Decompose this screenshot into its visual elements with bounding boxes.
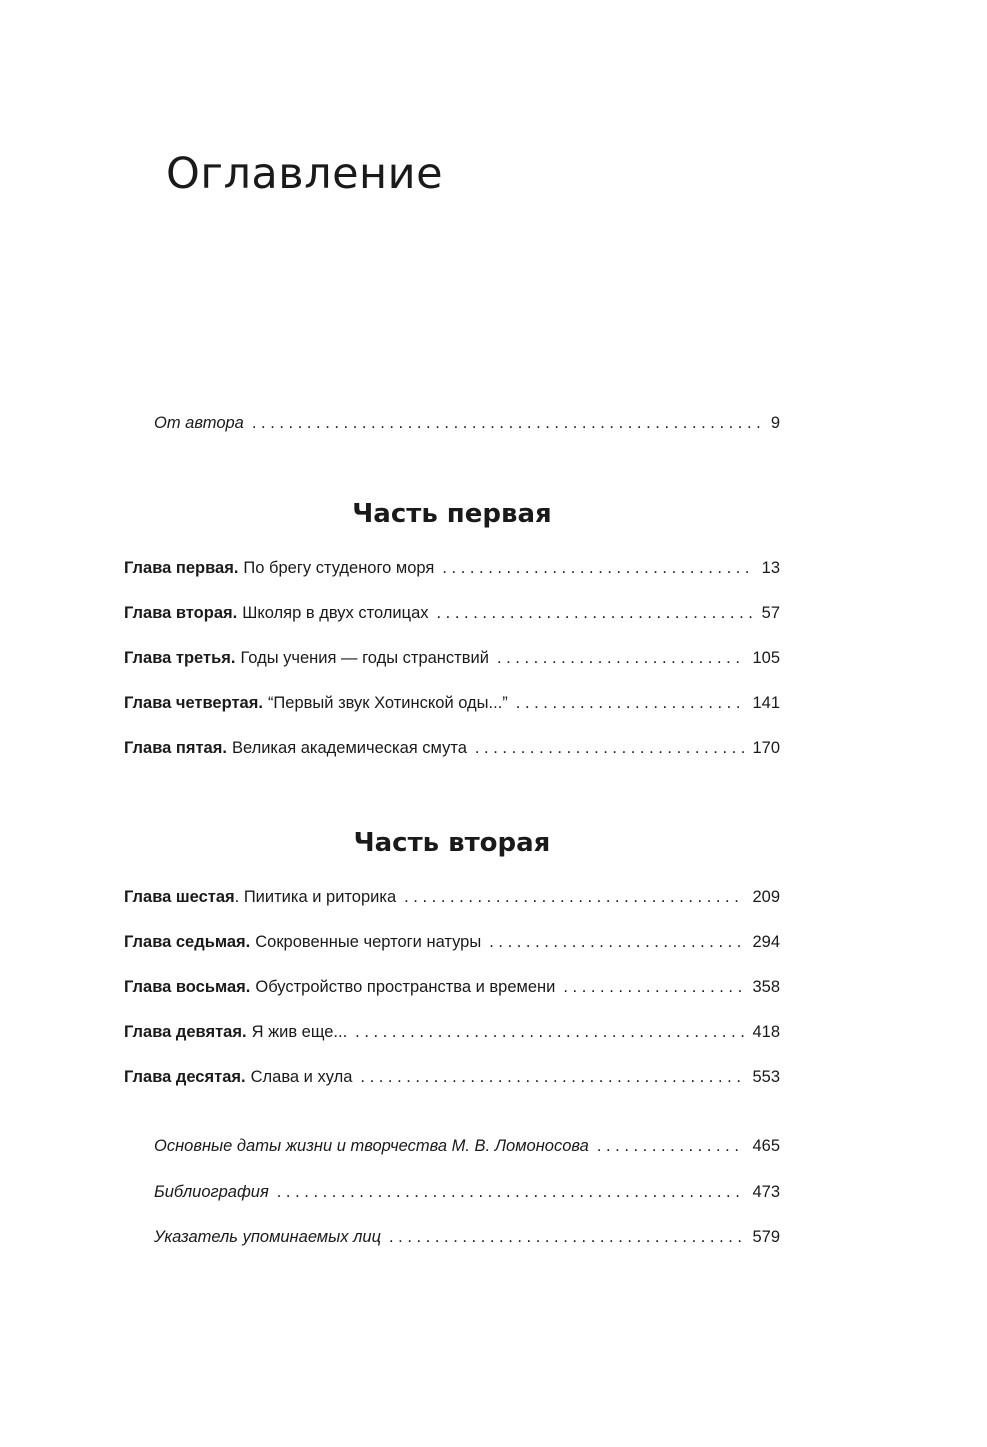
toc-entry-index[interactable] xyxy=(154,1226,780,1248)
chapter-title: Сокровенные чертоги натуры xyxy=(255,933,482,951)
dot-leader xyxy=(277,1181,745,1203)
toc-page-number: 209 xyxy=(752,888,780,906)
chapter-title: Школяр в двух столицах xyxy=(242,604,429,622)
chapter-label: Глава шестая xyxy=(124,888,235,906)
toc-entry-chapter[interactable] xyxy=(124,737,780,759)
chapter-title: Обустройство пространства и времени xyxy=(255,978,556,996)
toc-page-number: 57 xyxy=(761,604,780,622)
dot-leader xyxy=(475,737,745,759)
chapter-title: Я жив еще... xyxy=(251,1023,348,1041)
dot-leader xyxy=(489,931,744,953)
dot-leader xyxy=(437,602,754,624)
chapter-label: Глава первая. xyxy=(124,559,239,577)
dot-leader xyxy=(360,1066,744,1088)
dot-leader xyxy=(389,1226,744,1248)
chapter-label: Глава восьмая. xyxy=(124,978,251,996)
toc-page-number: 9 xyxy=(770,414,780,432)
toc-page-number: 579 xyxy=(752,1228,780,1246)
toc-entry-title: Библиография xyxy=(154,1183,269,1201)
toc-page-number: 418 xyxy=(752,1023,780,1041)
dot-leader xyxy=(404,886,744,908)
toc-page-number: 170 xyxy=(752,739,780,757)
chapter-title: Великая академическая смута xyxy=(231,739,467,757)
dot-leader xyxy=(442,557,753,579)
chapter-title: . Пиитика и риторика xyxy=(234,888,397,906)
toc-entry-title: Основные даты жизни и творчества М. В. Ломоносова xyxy=(154,1137,589,1155)
toc-page-number: 473 xyxy=(752,1183,780,1201)
chapter-label: Глава вторая. xyxy=(124,604,238,622)
toc-entry-chronology[interactable] xyxy=(154,1135,780,1157)
chapter-label: Глава пятая. xyxy=(124,739,227,757)
toc-entry-chapter[interactable] xyxy=(124,692,780,714)
chapter-label: Глава девятая. xyxy=(124,1023,247,1041)
toc-entry-chapter[interactable] xyxy=(124,931,780,953)
chapter-title: Годы учения — годы странствий xyxy=(240,649,489,667)
chapter-title: Слава и хула xyxy=(250,1068,353,1086)
chapter-title: “Первый звук Хотинской оды...” xyxy=(267,694,508,712)
toc-entry-title: Указатель упоминаемых лиц xyxy=(154,1228,382,1246)
toc-page-number: 358 xyxy=(752,978,780,996)
dot-leader xyxy=(597,1135,745,1157)
dot-leader xyxy=(497,647,745,669)
toc-entry-chapter[interactable] xyxy=(124,557,780,579)
toc-entry-preface[interactable] xyxy=(154,412,780,434)
dot-leader xyxy=(563,976,744,998)
part-heading: Часть первая xyxy=(352,498,552,529)
dot-leader xyxy=(252,412,763,434)
toc-entry-chapter[interactable] xyxy=(124,1021,780,1043)
toc-page-number: 105 xyxy=(752,649,780,667)
dot-leader xyxy=(516,692,745,714)
toc-entry-chapter[interactable] xyxy=(124,647,780,669)
toc-entry-bibliography[interactable] xyxy=(154,1181,780,1203)
chapter-label: Глава десятая. xyxy=(124,1068,246,1086)
toc-entry-chapter[interactable] xyxy=(124,602,780,624)
toc-entry-chapter[interactable] xyxy=(124,1066,780,1088)
toc-page-number: 465 xyxy=(752,1137,780,1155)
toc-page-number: 553 xyxy=(752,1068,780,1086)
chapter-label: Глава четвертая. xyxy=(124,694,263,712)
part-heading: Часть вторая xyxy=(353,827,551,858)
toc-entry-chapter[interactable] xyxy=(124,976,780,998)
chapter-label: Глава третья. xyxy=(124,649,236,667)
toc-entry-title: От автора xyxy=(154,414,244,432)
dot-leader xyxy=(355,1021,744,1043)
chapter-title: По брегу студеного моря xyxy=(243,559,435,577)
page-title: Оглавление xyxy=(166,148,444,199)
toc-page-number: 141 xyxy=(752,694,780,712)
chapter-label: Глава седьмая. xyxy=(124,933,251,951)
toc-entry-chapter[interactable] xyxy=(124,886,780,908)
toc-page-number: 13 xyxy=(761,559,780,577)
toc-page-number: 294 xyxy=(752,933,780,951)
